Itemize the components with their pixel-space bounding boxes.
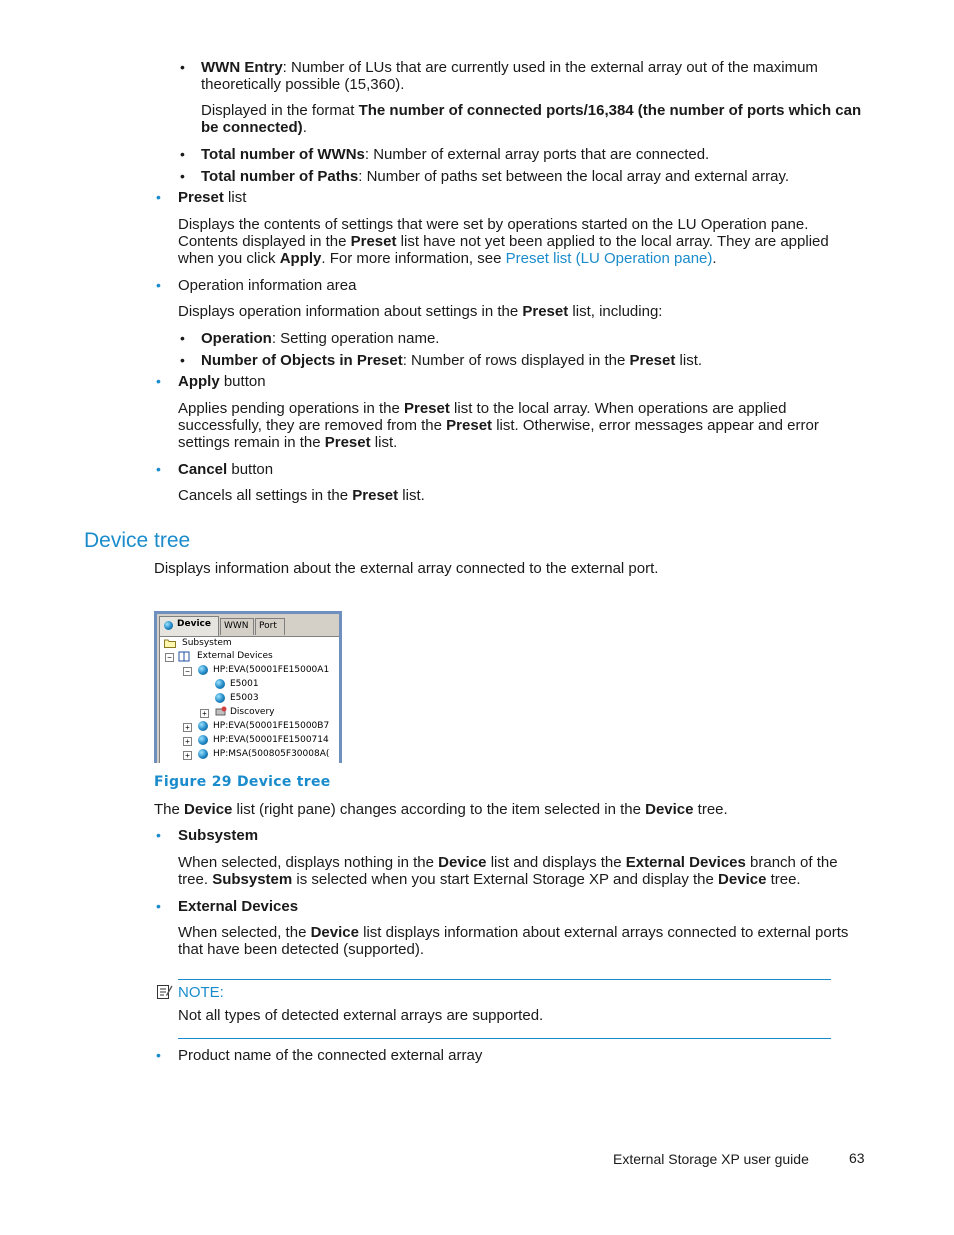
apply-desc-line3: settings remain in the Preset list. bbox=[178, 434, 398, 451]
tree-node-array[interactable]: HP:MSA(500805F30008A( bbox=[213, 749, 330, 759]
note-top-rule bbox=[178, 979, 831, 980]
op-info-item: Operation information area bbox=[178, 277, 357, 294]
tree-node-array[interactable]: HP:EVA(50001FE1500714 bbox=[213, 735, 329, 745]
expand-icon[interactable]: + bbox=[183, 723, 192, 732]
preset-desc-line3: when you click Apply. For more information, see Preset list (LU Operation pane). bbox=[178, 250, 717, 267]
device-tree-intro: Displays information about the external array connected to the external port. bbox=[154, 560, 659, 577]
tab-port[interactable]: Port bbox=[255, 618, 285, 635]
wwn-entry-line1: WWN Entry: Number of LUs that are currently used in the external array out of the maximum bbox=[201, 59, 818, 76]
preset-list-item: Preset list bbox=[178, 189, 247, 206]
bullet-dot: • bbox=[180, 352, 185, 368]
bullet-dot: • bbox=[156, 898, 161, 914]
external-desc-line1: When selected, the Device list displays information about external arrays connected to external ports bbox=[178, 924, 849, 941]
discovery-icon bbox=[215, 706, 227, 717]
bullet-dot: • bbox=[156, 1047, 161, 1063]
globe-icon bbox=[198, 749, 208, 759]
globe-icon bbox=[198, 721, 208, 731]
folder-icon bbox=[164, 638, 176, 648]
bullet-dot: • bbox=[156, 373, 161, 389]
bullet-dot: • bbox=[156, 277, 161, 293]
expand-icon[interactable]: + bbox=[200, 709, 209, 718]
note-label: NOTE: bbox=[178, 984, 224, 1001]
tab-wwn[interactable]: WWN bbox=[220, 618, 254, 635]
total-wwns-item: Total number of WWNs: Number of external array ports that are connected. bbox=[201, 146, 710, 163]
bullet-dot: • bbox=[180, 146, 185, 162]
operation-item: Operation: Setting operation name. bbox=[201, 330, 440, 347]
globe-icon bbox=[215, 693, 225, 703]
section-title-device-tree: Device tree bbox=[84, 529, 191, 552]
globe-icon bbox=[164, 621, 173, 630]
expand-icon[interactable]: + bbox=[183, 737, 192, 746]
tree-node-array[interactable]: HP:EVA(50001FE15000A1 bbox=[213, 665, 330, 675]
total-paths-item: Total number of Paths: Number of paths set between the local array and external array. bbox=[201, 168, 790, 185]
displayed-format-line2: be connected). bbox=[201, 119, 307, 136]
cancel-item: Cancel button bbox=[178, 461, 274, 478]
apply-item: Apply button bbox=[178, 373, 266, 390]
external-devices-item: External Devices bbox=[178, 898, 299, 915]
figure-window bbox=[157, 614, 339, 763]
tree-pane[interactable] bbox=[159, 636, 339, 763]
tree-node-subsystem[interactable]: Subsystem bbox=[182, 638, 232, 648]
globe-icon bbox=[198, 665, 208, 675]
cancel-desc: Cancels all settings in the Preset list. bbox=[178, 487, 425, 504]
note-text: Not all types of detected external arrays are supported. bbox=[178, 1007, 544, 1024]
tree-node-device[interactable]: E5003 bbox=[230, 693, 259, 703]
tree-node-discovery[interactable]: Discovery bbox=[230, 707, 275, 717]
tree-node-array[interactable]: HP:EVA(50001FE15000B7 bbox=[213, 721, 330, 731]
subsystem-desc-line1: When selected, displays nothing in the Device list and displays the External Devices branch of the bbox=[178, 854, 838, 871]
subsystem-desc-line2: tree. Subsystem is selected when you start External Storage XP and display the Device tree. bbox=[178, 871, 801, 888]
device-tree-figure bbox=[154, 611, 342, 763]
tab-bar bbox=[159, 616, 337, 636]
num-objects-item: Number of Objects in Preset: Number of rows displayed in the Preset list. bbox=[201, 352, 703, 369]
bullet-dot: • bbox=[180, 168, 185, 184]
collapse-icon[interactable]: − bbox=[165, 653, 174, 662]
displayed-format-line1: Displayed in the format The number of connected ports/16,384 (the number of ports which can bbox=[201, 102, 862, 119]
apply-desc-line2: successfully, they are removed from the Preset list. Otherwise, error messages appear and error bbox=[178, 417, 819, 434]
collapse-icon[interactable]: − bbox=[183, 667, 192, 676]
tree-node-device[interactable]: E5001 bbox=[230, 679, 259, 689]
page-number: 63 bbox=[849, 1150, 865, 1166]
wwn-entry-line2: theoretically possible (15,360). bbox=[201, 76, 405, 93]
bullet-dot: • bbox=[180, 330, 185, 346]
footer-guide-title: External Storage XP user guide bbox=[613, 1151, 809, 1167]
preset-desc-line1: Displays the contents of settings that were set by operations started on the LU Operation pane. bbox=[178, 216, 809, 233]
globe-icon bbox=[198, 735, 208, 745]
book-icon bbox=[178, 651, 190, 662]
globe-icon bbox=[215, 679, 225, 689]
bullet-dot: • bbox=[180, 59, 185, 75]
external-desc-line2: that have been detected (supported). bbox=[178, 941, 425, 958]
product-name-item: Product name of the connected external array bbox=[178, 1047, 483, 1064]
op-info-desc: Displays operation information about settings in the Preset list, including: bbox=[178, 303, 663, 320]
tab-device[interactable]: Device bbox=[159, 616, 219, 636]
apply-desc-line1: Applies pending operations in the Preset list to the local array. When operations are applied bbox=[178, 400, 787, 417]
bullet-dot: • bbox=[156, 189, 161, 205]
subsystem-item: Subsystem bbox=[178, 827, 259, 844]
note-bottom-rule bbox=[178, 1038, 831, 1039]
device-list-sentence: The Device list (right pane) changes according to the item selected in the Device tree. bbox=[154, 801, 728, 818]
expand-icon[interactable]: + bbox=[183, 751, 192, 760]
tree-node-external-devices[interactable]: External Devices bbox=[197, 651, 273, 661]
bullet-dot: • bbox=[156, 461, 161, 477]
note-icon bbox=[156, 983, 173, 1000]
figure-caption: Figure 29 Device tree bbox=[154, 774, 331, 790]
preset-desc-line2: Contents displayed in the Preset list have not yet been applied to the local array. They are applied bbox=[178, 233, 829, 250]
bullet-dot: • bbox=[156, 827, 161, 843]
preset-list-link[interactable]: Preset list (LU Operation pane) bbox=[505, 250, 713, 267]
